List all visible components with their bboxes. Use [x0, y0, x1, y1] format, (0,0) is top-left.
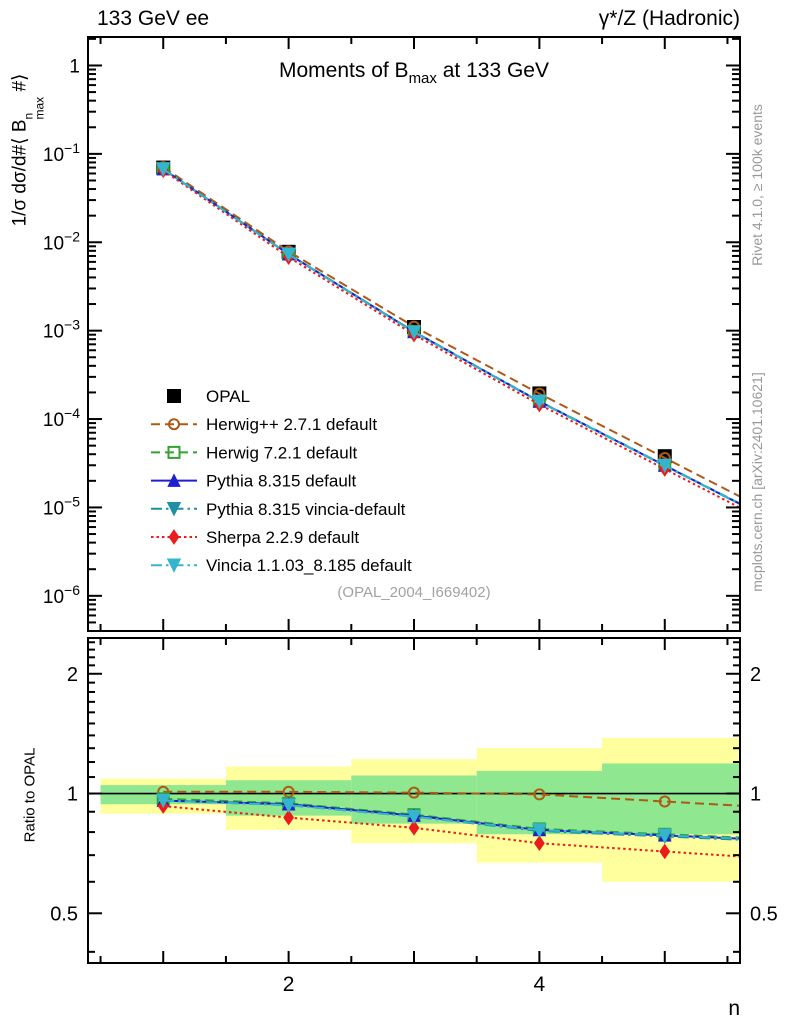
legend-item — [151, 472, 357, 491]
legend-label: Vincia 1.1.03_8.185 default — [206, 556, 412, 576]
legend-item — [151, 528, 359, 547]
analysis-id-watermark: (OPAL_2004_I669402) — [337, 584, 491, 601]
ratio-y-tick-label-right: 0.5 — [750, 903, 778, 926]
legend-item — [151, 443, 357, 462]
ratio-y-tick-label-left: 0.5 — [50, 903, 78, 926]
ratio-y-tick-label-left: 2 — [66, 663, 78, 686]
mcplots-arxiv-note: mcplots.cern.ch [arXiv:2401.10621] — [749, 372, 765, 592]
main-y-tick-label: $10^{-4}$ — [42, 405, 80, 432]
x-tick-label: 4 — [533, 973, 546, 996]
beam-energy-label: 133 GeV ee — [97, 7, 210, 30]
legend-item — [151, 556, 412, 575]
legend-label: Pythia 8.315 vincia-default — [206, 499, 406, 519]
legend-item — [168, 387, 250, 406]
ratio-y-tick-label-left: 1 — [66, 783, 78, 806]
legend-marker — [170, 531, 179, 544]
legend-label: Pythia 8.315 default — [206, 471, 357, 491]
chart-title: Moments of $B_{max}$ at 133 GeV — [279, 59, 549, 87]
ratio-y-axis-label: Ratio to OPAL — [21, 747, 39, 843]
main-y-tick-label: $10^{-6}$ — [42, 581, 80, 608]
main-y-tick-label: $10^{-2}$ — [42, 228, 80, 255]
legend-marker — [168, 390, 180, 402]
legend-item — [151, 500, 406, 519]
legend-label: OPAL — [206, 387, 251, 406]
green-band-bin5 — [602, 763, 740, 834]
process-label: γ*/Z (Hadronic) — [598, 7, 740, 30]
ratio-y-tick-label-right: 2 — [750, 663, 762, 686]
rivet-version-note: Rivet 4.1.0, ≥ 100k events — [749, 104, 765, 266]
legend-label: Herwig++ 2.7.1 default — [206, 415, 378, 435]
main-y-tick-label: 1 — [69, 56, 80, 78]
ratio-y-tick-label-right: 1 — [750, 783, 762, 806]
x-axis-label: n — [728, 997, 740, 1020]
legend-item — [151, 415, 377, 434]
main-y-axis-label: 1/σ dσ/d#⟨ B n max #⟩ — [9, 73, 47, 227]
legend-label: Sherpa 2.2.9 default — [206, 528, 360, 547]
legend — [151, 387, 412, 575]
legend-label: Herwig 7.2.1 default — [206, 443, 358, 463]
x-tick-label: 2 — [282, 973, 295, 996]
main-y-tick-label: $10^{-5}$ — [42, 493, 80, 520]
main-y-tick-label: $10^{-3}$ — [42, 316, 80, 343]
main-y-tick-label: $10^{-1}$ — [42, 139, 80, 166]
